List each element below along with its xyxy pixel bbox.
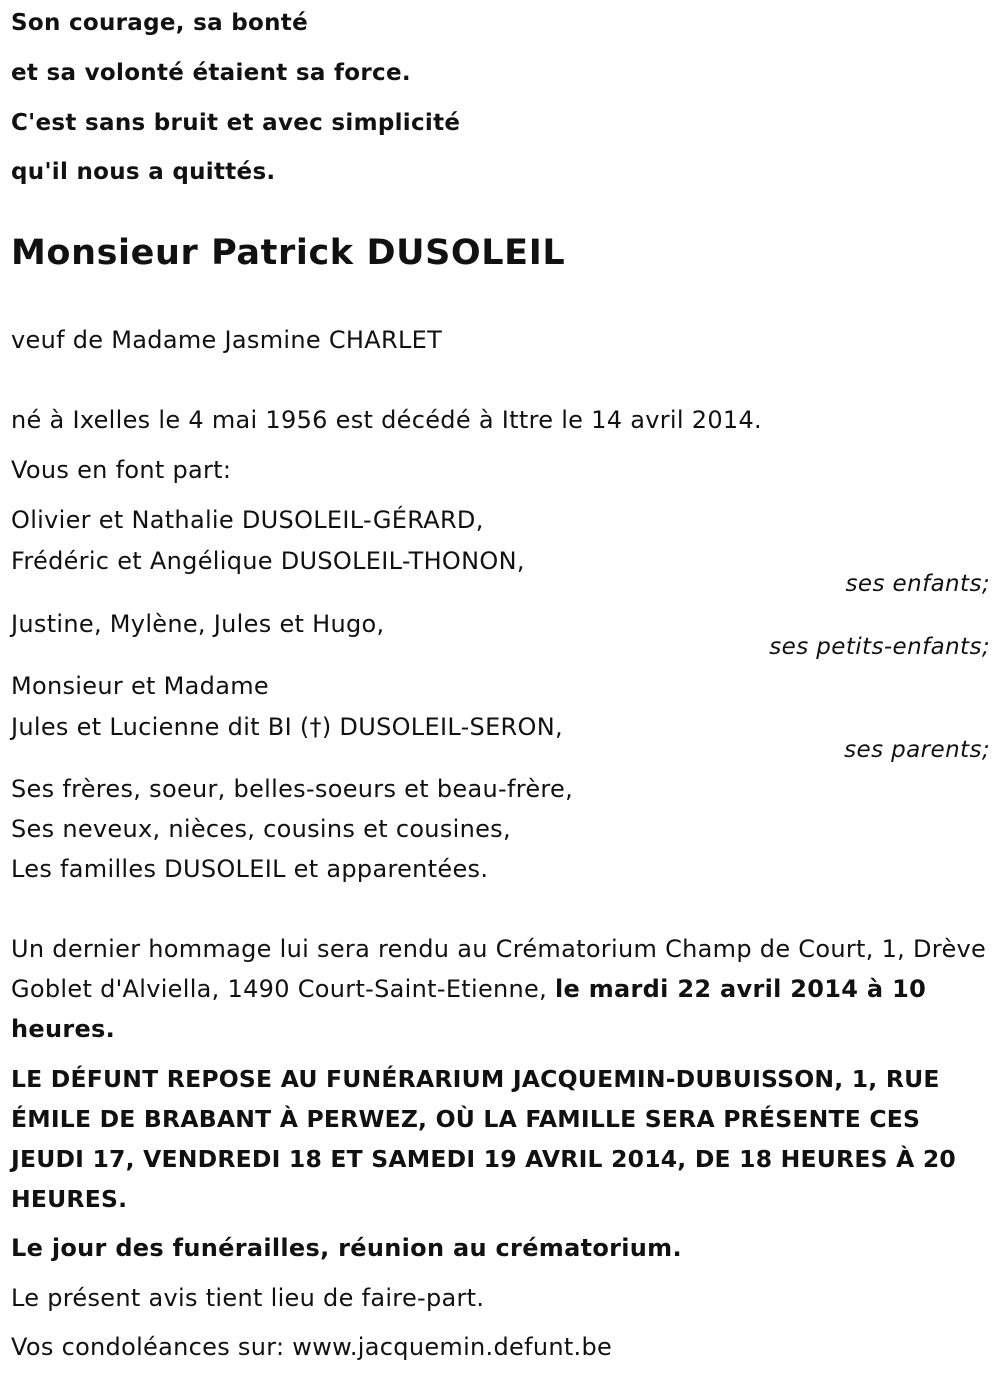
condolences-line: Vos condoléances sur: www.jacquemin.defunt.be bbox=[11, 1333, 613, 1361]
children-line-2: Frédéric et Angélique DUSOLEIL-THONON, bbox=[11, 547, 525, 575]
deceased-name: Monsieur Patrick DUSOLEIL bbox=[11, 233, 566, 273]
parents-line-2: Jules et Lucienne dit BI (†) DUSOLEIL-SERON, bbox=[11, 713, 563, 741]
poem-line-4: qu'il nous a quittés. bbox=[11, 159, 276, 185]
meeting-line: Le jour des funérailles, réunion au crématorium. bbox=[11, 1234, 682, 1262]
others-line-2: Ses neveux, nièces, cousins et cousines, bbox=[11, 815, 511, 843]
poem-line-3: C'est sans bruit et avec simplicité bbox=[11, 110, 461, 136]
others-line-3: Les familles DUSOLEIL et apparentées. bbox=[11, 855, 489, 883]
birth-death-line: né à Ixelles le 4 mai 1956 est décédé à Ittre le 14 avril 2014. bbox=[11, 406, 762, 434]
poem-line-1: Son courage, sa bonté bbox=[11, 10, 308, 36]
funerarium-paragraph: LE DÉFUNT REPOSE AU FUNÉRARIUM JACQUEMIN-DUBUISSON, 1, RUE ÉMILE DE BRABANT À PERWEZ, OÙ LA FAMILLE SERA PRÉSENTE CES JEUDI 17, VENDREDI 18 ET SAMEDI 19 AVRIL 2014, DE 18 HEURES À 20 HEURES. bbox=[11, 1065, 956, 1213]
children-label: ses enfants; bbox=[845, 571, 990, 597]
widower-line: veuf de Madame Jasmine CHARLET bbox=[11, 326, 443, 354]
parents-line-1: Monsieur et Madame bbox=[11, 672, 269, 700]
ceremony-date-time: le mardi 22 avril 2014 à 10 heures. bbox=[11, 975, 927, 1043]
grandchildren-line: Justine, Mylène, Jules et Hugo, bbox=[11, 610, 385, 638]
poem-line-2: et sa volonté étaient sa force. bbox=[11, 60, 411, 86]
others-line-1: Ses frères, soeur, belles-soeurs et beau-frère, bbox=[11, 775, 574, 803]
children-line-1: Olivier et Nathalie DUSOLEIL-GÉRARD, bbox=[11, 506, 484, 534]
ceremony-text: Un dernier hommage lui sera rendu au Crématorium Champ de Court, 1, Drève Goblet d'Alviella, 1490 Court-Saint-Etienne, bbox=[11, 935, 987, 1003]
ceremony-paragraph bbox=[11, 929, 990, 1049]
notice-line: Le présent avis tient lieu de faire-part. bbox=[11, 1284, 485, 1312]
parents-label: ses parents; bbox=[844, 737, 990, 763]
grandchildren-label: ses petits-enfants; bbox=[769, 634, 990, 660]
announce-intro: Vous en font part: bbox=[11, 456, 232, 484]
